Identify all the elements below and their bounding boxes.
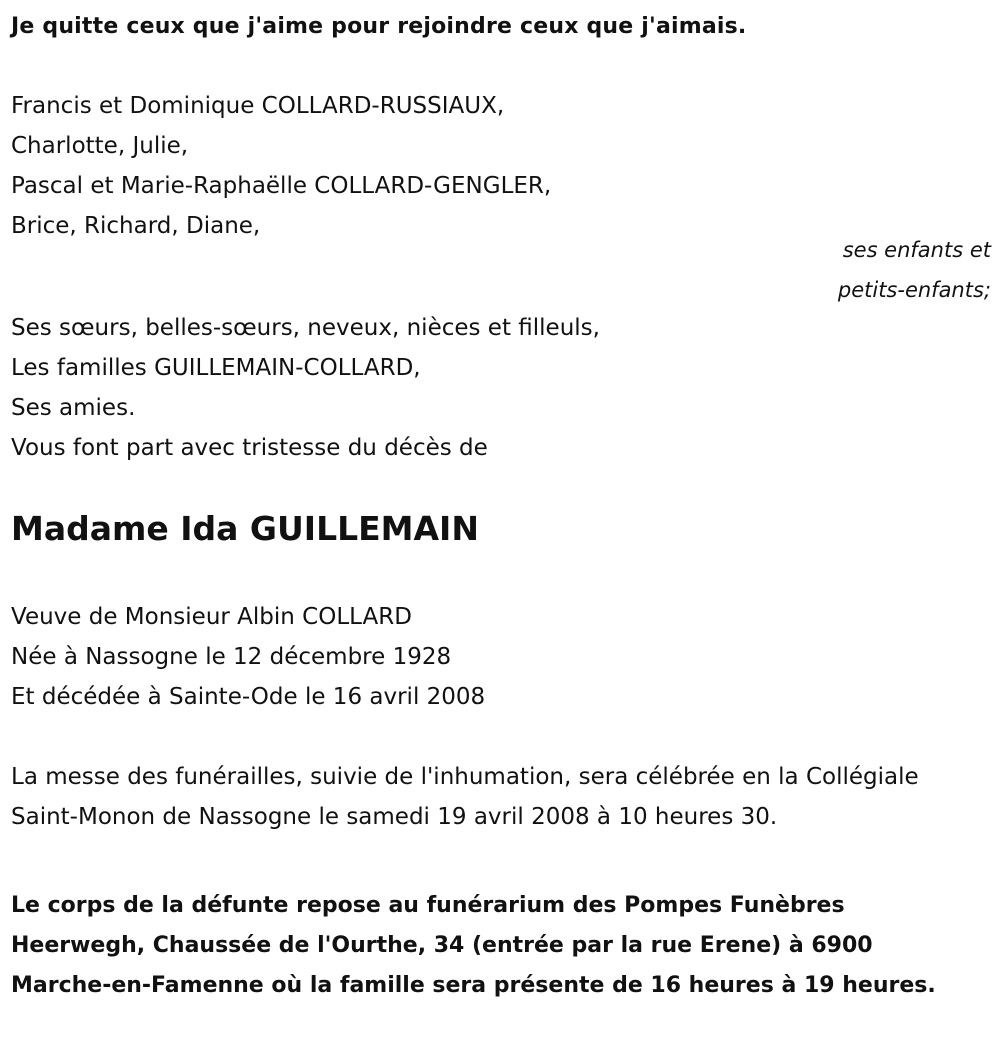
- epigraph-quote: Je quitte ceux que j'aime pour rejoindre ceux que j'aimais.: [11, 14, 747, 39]
- announcement-line: Vous font part avec tristesse du décès de: [11, 435, 488, 461]
- biography: [11, 597, 485, 717]
- bio-line: Née à Nassogne le 12 décembre 1928: [11, 644, 452, 670]
- family-list: [11, 86, 551, 246]
- bio-line: Et décédée à Sainte-Ode le 16 avril 2008: [11, 684, 486, 710]
- relatives-line: Ses sœurs, belles-sœurs, neveux, nièces et filleuls,: [11, 315, 600, 341]
- ceremony-paragraph: La messe des funérailles, suivie de l'inhumation, sera célébrée en la Collégiale Saint-Monon de Nassogne le samedi 19 avril 2008 à 10 heures 30.: [11, 764, 919, 830]
- relatives-line: Ses amies.: [11, 395, 136, 421]
- relation-note: [838, 230, 991, 310]
- viewing-paragraph: Le corps de la défunte repose au funérarium des Pompes Funèbres Heerwegh, Chaussée de l'Ourthe, 34 (entrée par la rue Erene) à 6900 Marche-en-Famenne où la famille sera présente de 16 heures à 19 heures.: [11, 893, 936, 998]
- bio-line: Veuve de Monsieur Albin COLLARD: [11, 604, 412, 630]
- family-line: Charlotte, Julie,: [11, 133, 189, 159]
- relation-line: petits-enfants;: [837, 278, 991, 302]
- deceased-name: Madame Ida GUILLEMAIN: [11, 509, 479, 548]
- relatives-line: Les familles GUILLEMAIN-COLLARD,: [11, 355, 421, 381]
- family-line: Pascal et Marie-Raphaëlle COLLARD-GENGLER,: [11, 173, 552, 199]
- family-line: Brice, Richard, Diane,: [11, 213, 261, 239]
- relation-line: ses enfants et: [842, 238, 991, 262]
- other-relatives-list: [11, 308, 600, 468]
- family-line: Francis et Dominique COLLARD-RUSSIAUX,: [11, 93, 505, 119]
